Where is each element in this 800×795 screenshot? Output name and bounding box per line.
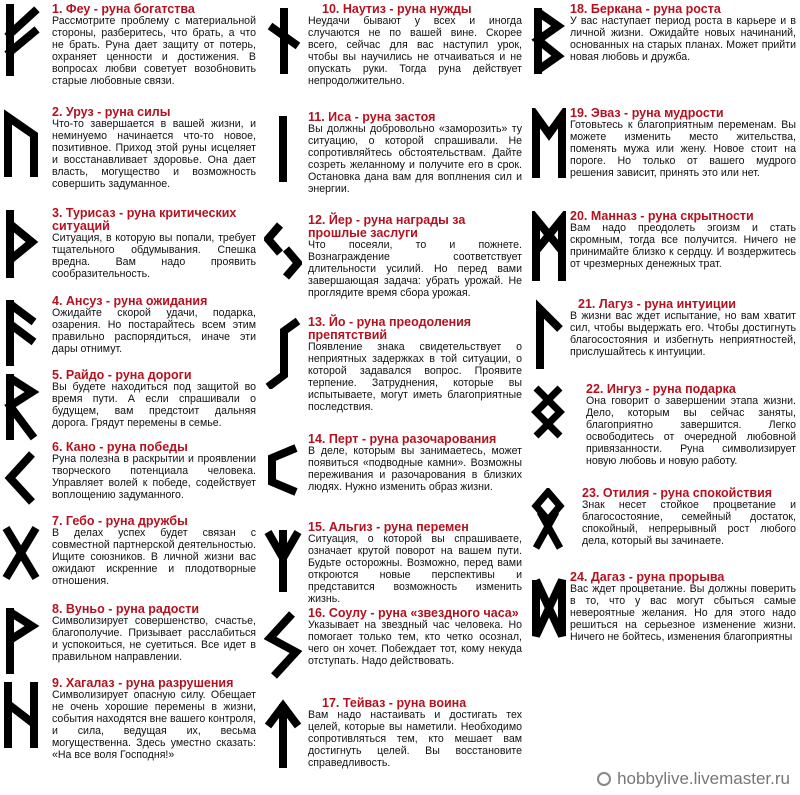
mannaz-rune-icon [530, 211, 568, 283]
rune-description: Что-то завершается в вашей жизни, и неминуемо начинается что-то новое, позитивное. Приход этой руны исцеляет и восстанавливает здоровье. Она дает власть, могущество и возможность совершить задуманное. [52, 118, 256, 190]
gebo-rune-icon [2, 516, 40, 588]
rune-title: 9. Хагалаз - руна разрушения [52, 676, 234, 690]
rune-description: Символизирует совершенство, счастье, благополучие. Призывает расслабиться и успокоиться, не суетиться. Все идет в правильном направлении. [52, 615, 256, 663]
rune-title: 10. Наутиз - руна нужды [322, 2, 472, 16]
ehwaz-rune-icon [530, 108, 568, 180]
sowulo-rune-icon [264, 608, 302, 680]
rune-description: Готовьтесь к благоприятным переменам. Вы можете изменить место жительства, поменять мужа или жену. Новое стоит на пороге. Но только от вашего мудрого решения зависит, принять это или нет. [570, 119, 796, 179]
isa-rune-icon [264, 112, 302, 184]
ansuz-rune-icon [2, 296, 40, 368]
dagaz-rune-icon [530, 572, 568, 644]
teiwaz-rune-icon [264, 698, 302, 770]
watermark-text: hobbylive.livemaster.ru [617, 769, 790, 788]
rune-description: Указывает на звездный час человека. Но помогает только тем, кто четко осознал, чего он хочет. Побеждает тот, кому некуда отступать. Надо действовать. [308, 619, 522, 667]
kano-rune-icon [2, 442, 40, 514]
rune-description: Вам надо преодолеть эгоизм и стать скромным, тогда все получится. Ничего не принимайте близко к сердцу. И воздержитесь от чрезмерных денежных трат. [570, 222, 796, 270]
rune-title: 3. Турисаз - руна критических ситуаций [52, 206, 237, 233]
rune-description: В жизни вас ждет испытание, но вам хватит сил, чтобы выдержать его. Чтобы достигнуть благосостояния и избегнуть неприятностей, прислушайтесь к интуиции. [570, 310, 796, 358]
laguz-rune-icon [530, 299, 568, 371]
rune-description: Ситуация, о которой вы спрашиваете, означает крутой поворот на вашем пути. Будьте осторожны. Возможно, перед вами откроются новые перспективы и представится возможность изменить жизнь. [308, 533, 522, 605]
rune-title: 6. Кано - руна победы [52, 440, 188, 454]
rune-description: Неудачи бывают у всех и иногда случаются не по вашей вине. Скорее всего, сейчас для вас наступил урок, чтобы вы научились не отчаиваться и не опускать руки. Тогда руна действует непродолжительно. [308, 15, 522, 87]
column-1 [0, 0, 258, 795]
rune-title: 18. Беркана - руна роста [570, 2, 721, 16]
fehu-rune-icon [2, 4, 40, 76]
rune-description: В делах успех будет связан с совместной партнерской деятельностью. Ищите союзников. В личной жизни вас ожидают искренние и плодотворные отношения. [52, 527, 256, 587]
rune-title: 7. Гебо - руна дружбы [52, 514, 188, 528]
perth-rune-icon [264, 434, 302, 506]
rune-title: 20. Манназ - руна скрытности [570, 209, 754, 223]
inguz-rune-icon [530, 384, 568, 456]
jera-rune-icon [264, 215, 302, 287]
rune-title: 23. Отилия - руна спокойствия [582, 486, 773, 500]
rune-title: 24. Дагаз - руна прорыва [570, 570, 725, 584]
rune-title: 2. Уруз - руна силы [52, 105, 171, 119]
livemaster-logo-icon [597, 772, 611, 786]
rune-description: Знак несет стойкое процветание и благосостояние, семейный достаток, спокойный, непрерывный рост любого дела, который вы зачинаете. [582, 499, 796, 547]
rune-title: 15. Альгиз - руна перемен [308, 520, 469, 534]
watermark [597, 769, 790, 789]
eihwaz-rune-icon [264, 317, 302, 389]
rune-title: 4. Ансуз - руна ожидания [52, 294, 208, 308]
rune-description: Она говорит о завершении этапа жизни. Дело, которым вы сейчас заняты, благоприятно завершится. Легко освободитесь от очередной любовной привязанности. Руна символизирует новую любовь и новую работу. [586, 395, 796, 467]
column-2 [262, 0, 524, 795]
rune-title: 17. Тейваз - руна воина [322, 696, 467, 710]
rune-title: 12. Йер - руна награды за прошлые заслуги [308, 213, 466, 240]
rune-title: 14. Перт - руна разочарования [308, 432, 497, 446]
rune-title: 22. Ингуз - руна подарка [586, 382, 736, 396]
raido-rune-icon [2, 370, 40, 442]
rune-title: 8. Вуньо - руна радости [52, 602, 200, 616]
othila-rune-icon [530, 488, 568, 560]
rune-description: Вам надо настаивать и достигать тех целей, которые вы наметили. Необходимо сопротивляться тем, кто мешает вам достигнуть целей. Вы восстановите справедливость. [308, 709, 522, 769]
rune-description: Что посеяли, то и пожнете. Вознаграждение соответствует длительности усилий. Но перед вами завершающая задача: убрать урожай. Не проглядите время сбора урожая. [308, 239, 522, 299]
rune-description: Руна полезна в раскрытии и проявлении творческого потенциала человека. Управляет волей к победе, содействует воплощению задуманного. [52, 453, 256, 501]
nauthiz-rune-icon [264, 4, 302, 76]
rune-description: Рассмотрите проблему с материальной стороны, разберитесь, что брать, а что не брать. Руна дает защиту от потерь, охраняет ценности и достижения. В вопросах любви советует возобновить старые любовные связи. [52, 15, 256, 87]
rune-title: 19. Эваз - руна мудрости [570, 106, 724, 120]
uruz-rune-icon [2, 107, 40, 179]
rune-description: Вас ждет процветание. Вы должны поверить в то, что у вас могут сбыться самые невероятные желания. Но для этого надо решиться на серьезное изменение жизни. Ничего не бойтесь, изменения благоприятны [570, 583, 796, 643]
wunjo-rune-icon [2, 604, 40, 676]
thurisaz-rune-icon [2, 208, 40, 280]
rune-description: Ситуация, в которую вы попали, требует тщательного обдумывания. Спешка вредна. Вам надо проявить сообразительность. [52, 232, 256, 280]
rune-title: 1. Феу - руна богатства [52, 2, 195, 16]
rune-description: Ожидайте скорой удачи, подарка, озарения. Но постарайтесь всем этим правильно распорядиться, иначе эти дары отнимут. [52, 307, 256, 355]
algiz-rune-icon [264, 522, 302, 594]
rune-title: 11. Иса - руна застоя [308, 110, 436, 124]
hagalaz-rune-icon [2, 678, 40, 750]
rune-description: Вы должны добровольно «заморозить» ту ситуацию, о которой спрашивали. Не сопротивляйтесь обстоятельствам. Дайте созреть желанному и получите его в срок. Остановка дана вам для воплнения сил и энергии. [308, 123, 522, 195]
rune-title: 5. Райдо - руна дороги [52, 368, 192, 382]
rune-description: Появление знака свидетельствует о неприятных задержках в той ситуации, о которой задавался вопрос. Проявите терпение. Затруднения, которые вы испытываете, могут иметь благоприятные последствия. [308, 341, 522, 413]
column-3 [528, 0, 796, 795]
rune-description: Вы будете находиться под защитой во время пути. А если спрашивали о будущем, вам предстоит дальняя дорога. Грядут перемены в семье. [52, 381, 256, 429]
rune-description: Символизирует опасную силу. Обещает не очень хорошие перемены в жизни, события находятся вне вашего контроля, и сила, ведущая их, весьма могущественна. Здесь уместно сказать: «На все воля Господня!» [52, 689, 256, 761]
rune-title: 16. Соулу - руна «звездного часа» [308, 606, 519, 620]
rune-description: В деле, которым вы занимаетесь, может появиться «подводные камни». Возможны переживания и разочарования в близких людях. Нужно изменить образ жизни. [308, 445, 522, 493]
berkana-rune-icon [530, 4, 568, 76]
rune-title: 21. Лагуз - руна интуиции [578, 297, 736, 311]
rune-title: 13. Йо - руна преодоления препятствий [308, 315, 472, 342]
rune-description: У вас наступает период роста в карьере и в личной жизни. Ожидайте новых начинаний, основанных на старых планах. Может прийти новая любовь и дружба. [570, 15, 796, 63]
